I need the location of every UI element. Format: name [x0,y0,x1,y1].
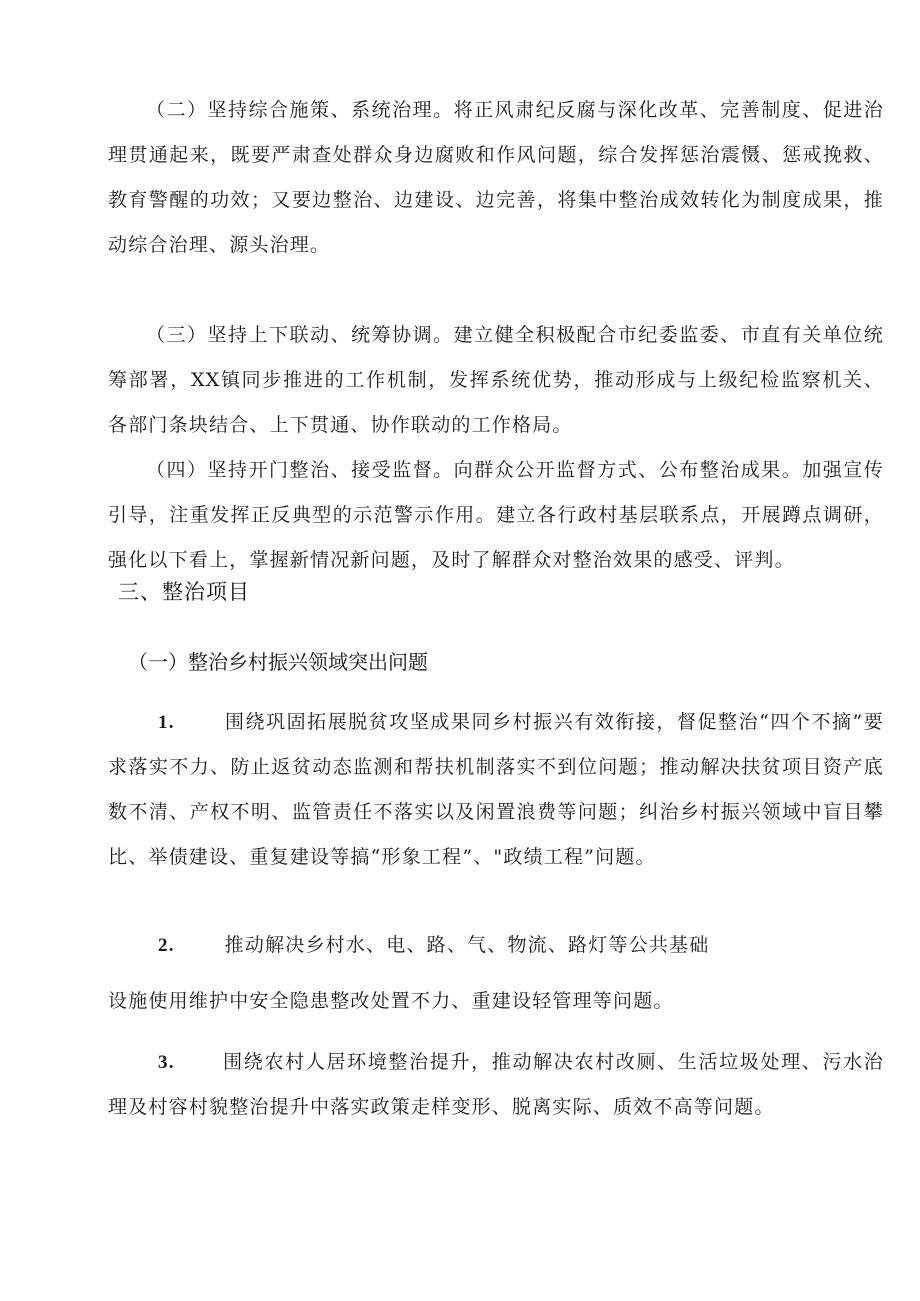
principle-paragraph-2: （二）坚持综合施策、系统治理。将正风肃纪反腐与深化改革、完善制度、促进治理贯通起来，既要严肃查处群众身边腐败和作风问题，综合发挥惩治震慑、惩戒挽救、教育警醒的功效；又要边整治、边建设、边完善，将集中整治成效转化为制度成果，推动综合治理、源头治理。 [108,99,884,256]
item-2-text-line-1: 推动解决乡村水、电、路、气、物流、路灯等公共基础 [224,934,710,956]
item-1-paragraph [108,700,884,880]
item-1-text: 围绕巩固拓展脱贫攻坚成果同乡村振兴有效衔接，督促整治“四个不摘”要求落实不力、防止返贫动态监测和帮扶机制落实不到位问题；推动解决扶贫项目资产底数不清、产权不明、监管责任不落实以及闲置浪费等问题；纠治乡村振兴领域中盲目攀比、举债建设、重复建设等搞“形象工程”、"政绩工程”问题。 [108,711,884,868]
item-3-number: 3. [158,1052,175,1073]
section-heading: 三、整治项目 [118,580,250,604]
principle-paragraph-3: （三）坚持上下联动、统筹协调。建立健全积极配合市纪委监委、市直有关单位统筹部署，XX镇同步推进的工作机制，发挥系统优势，推动形成与上级纪检监察机关、各部门条块结合、上下贯通、协作联动的工作格局。 [108,324,884,436]
principle-paragraph-4: （四）坚持开门整治、接受监督。向群众公开监督方式、公布整治成果。加强宣传引导，注重发挥正反典型的示范警示作用。建立各行政村基层联系点，开展蹲点调研，强化以下看上，掌握新情况新问题，及时了解群众对整治效果的感受、评判。 [108,459,884,571]
item-2-line-1 [158,930,709,957]
item-2-number: 2. [158,935,175,956]
item-1-number: 1. [158,712,175,733]
item-3-text: 围绕农村人居环境整治提升，推动解决农村改厕、生活垃圾处理、污水治理及村容村貌整治提升中落实政策走样变形、脱离实际、质效不高等问题。 [108,1051,884,1118]
item-3-paragraph [108,1040,884,1130]
item-2-line-2: 设施使用维护中安全隐患整改处置不力、重建设轻管理等问题。 [108,990,674,1012]
subsection-heading: （一）整治乡村振兴领域突出问题 [128,650,428,674]
